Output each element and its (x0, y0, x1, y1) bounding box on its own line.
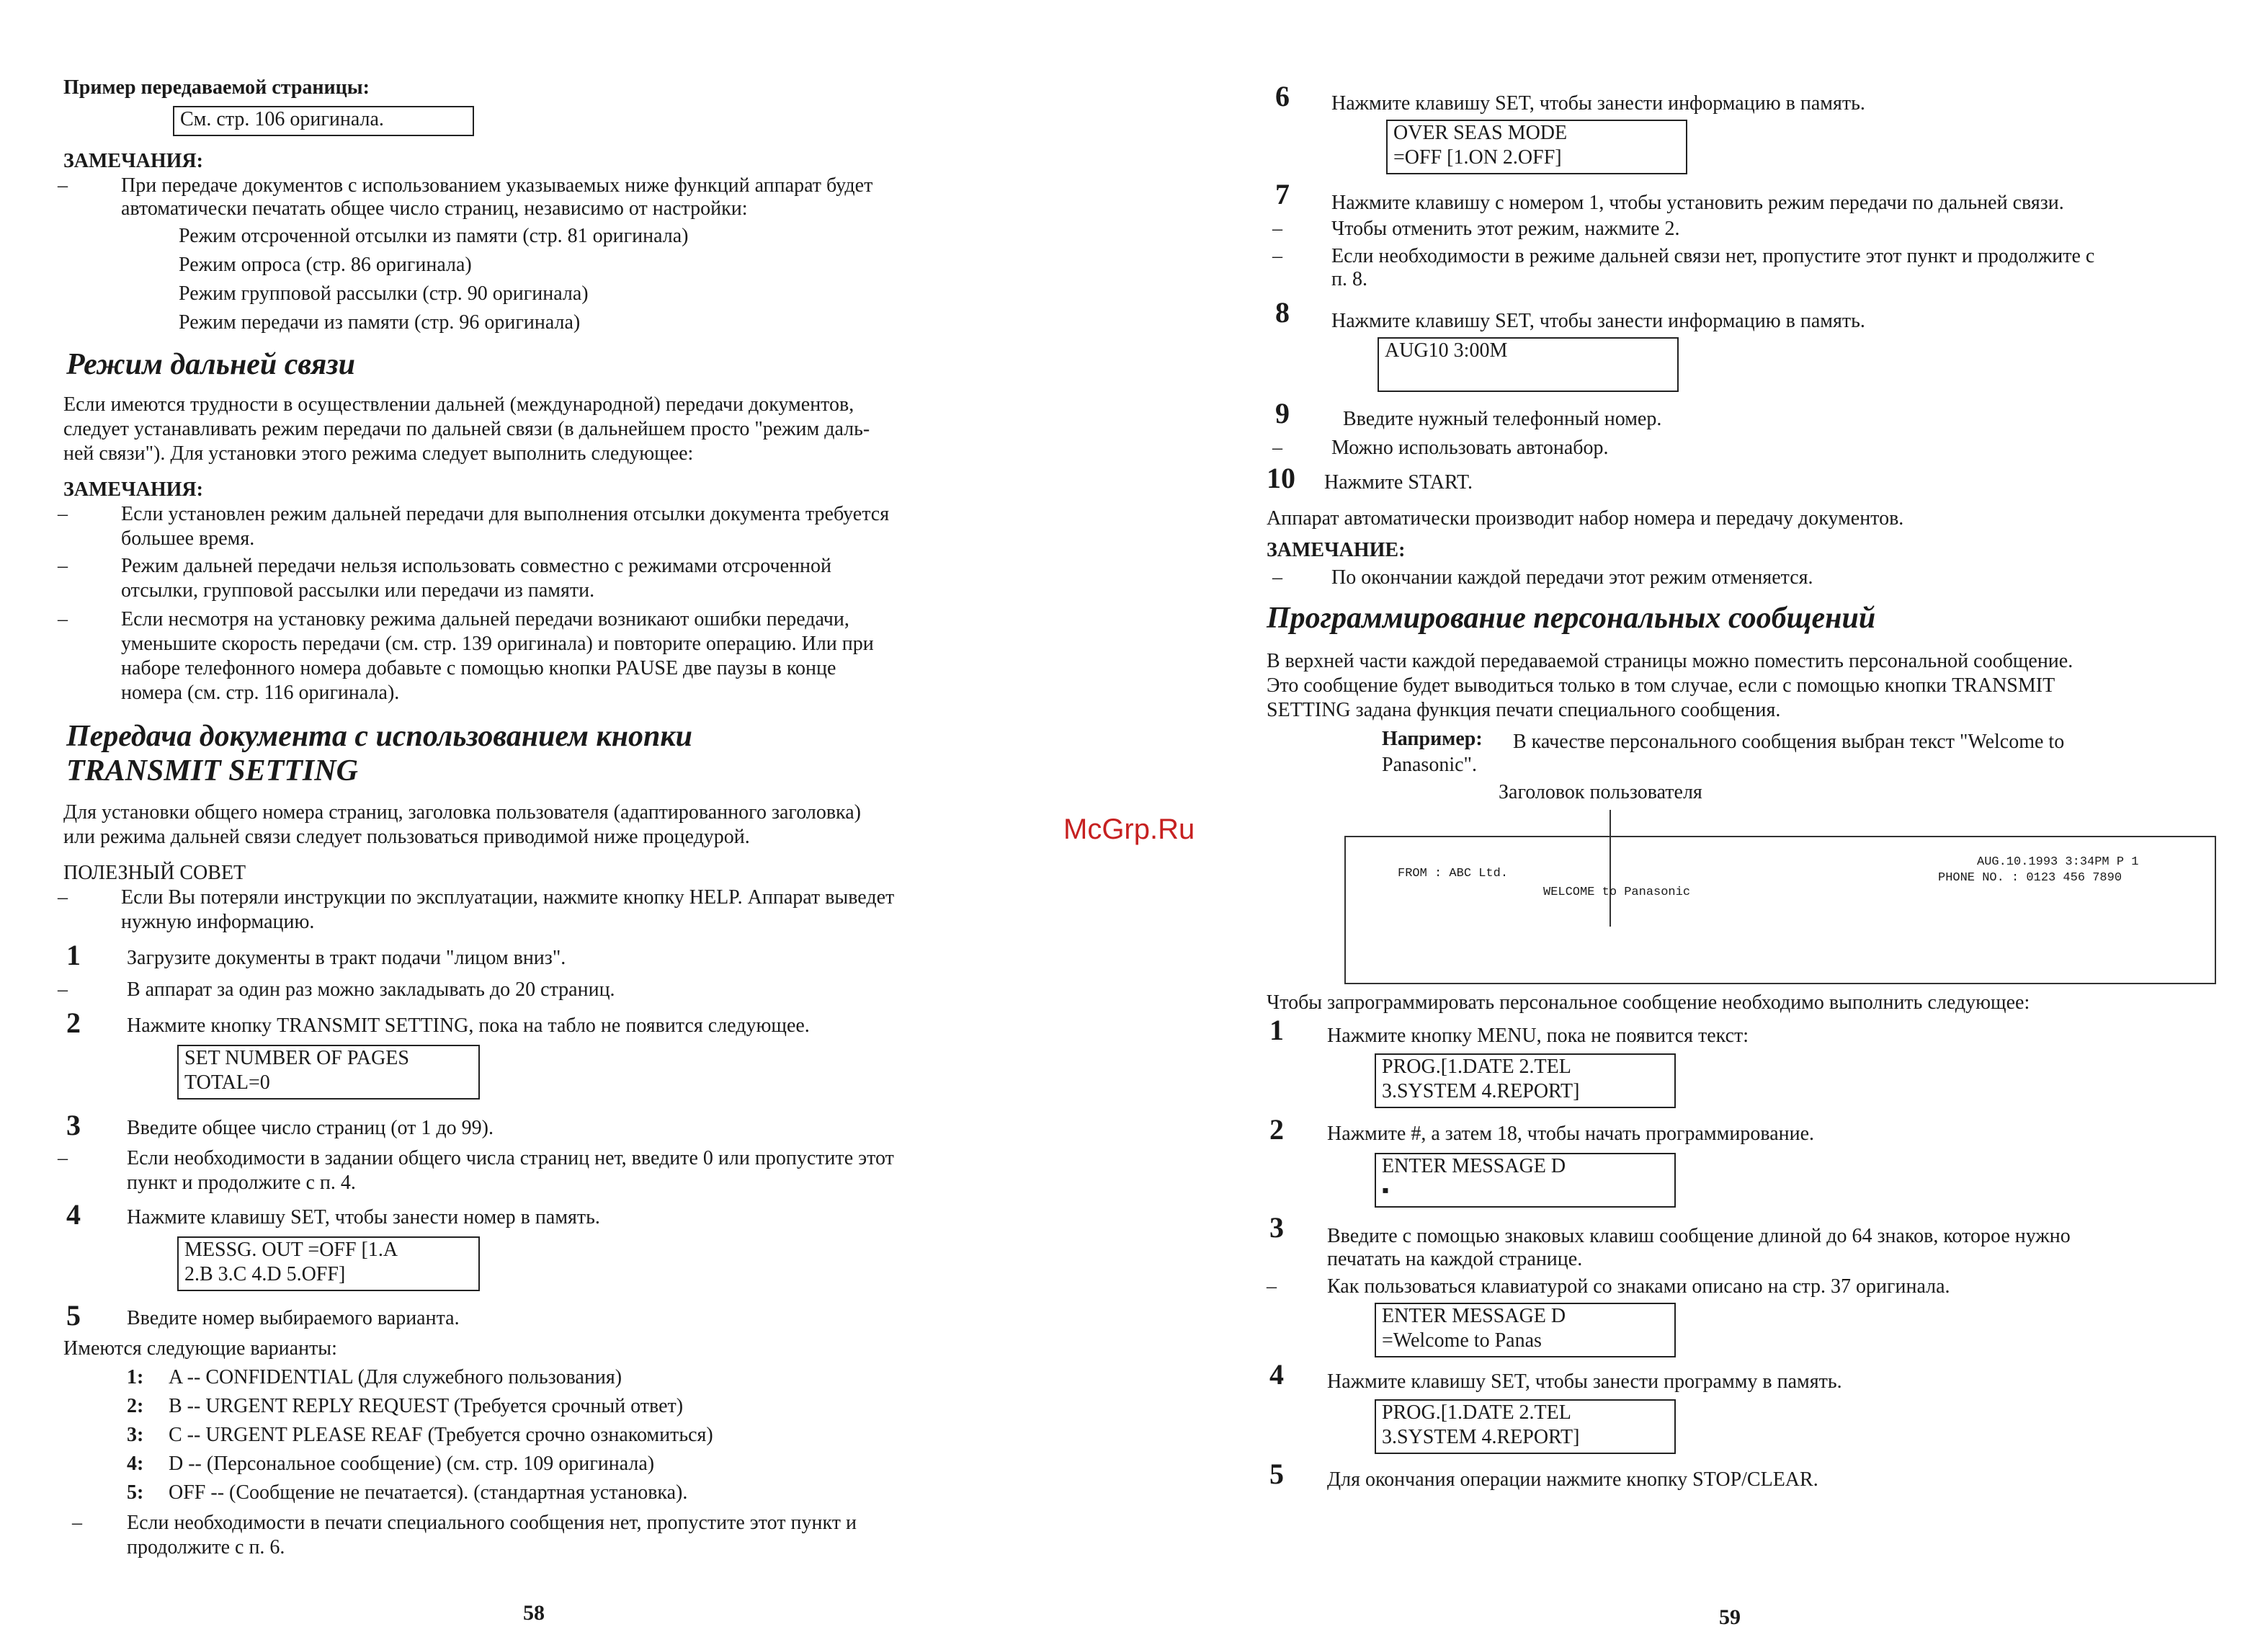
step-number: 7 (1275, 178, 1290, 210)
lcd-display (1375, 1303, 1676, 1357)
dash-bullet: – (58, 608, 68, 630)
dash-bullet: – (1272, 437, 1282, 459)
step-number: 4 (66, 1198, 81, 1231)
step-text: Загрузите документы в тракт подачи "лицом вниз". (127, 947, 566, 969)
step-note: Как пользоваться клавиатурой со знаками описано на стр. 37 оригинала. (1327, 1275, 1950, 1298)
note-text: наборе телефонного номера добавьте с помощью кнопки PAUSE две паузы в конце (121, 657, 836, 679)
example-box: См. стр. 106 оригинала. (173, 106, 474, 136)
list-item: Режим опроса (стр. 86 оригинала) (179, 254, 472, 276)
step-note: п. 8. (1331, 268, 1367, 290)
lcd-line: MESSG. OUT =OFF [1.A (184, 1239, 398, 1261)
dash-bullet: – (1272, 245, 1282, 267)
step-text: Нажмите клавишу SET, чтобы занести информацию в память. (1331, 310, 1865, 332)
note-text: номера (см. стр. 116 оригинала). (121, 682, 400, 704)
step-note: Если необходимости в печати специального сообщения нет, пропустите этот пункт и (127, 1512, 857, 1534)
step-number: 1 (1269, 1014, 1284, 1046)
lcd-display (177, 1236, 480, 1291)
step-text: Нажмите клавишу SET, чтобы занести номер в память. (127, 1206, 600, 1228)
dash-bullet: – (58, 503, 68, 525)
paragraph-line: Для установки общего номера страниц, заголовка пользователя (адаптированного заголовка) (63, 801, 861, 824)
lcd-line: PROG.[1.DATE 2.TEL (1382, 1401, 1571, 1424)
dash-bullet: – (1267, 1275, 1277, 1298)
step-number: 3 (66, 1109, 81, 1141)
list-item: Режим групповой рассылки (стр. 90 оригинала) (179, 282, 589, 305)
section-heading: Режим дальней связи (66, 348, 355, 381)
lcd-cursor: ▪ (1382, 1179, 1389, 1202)
step-text: Введите с помощью знаковых клавиш сообщение длиной до 64 знаков, которое нужно (1327, 1225, 2071, 1247)
step-text: Нажмите START. (1324, 471, 1473, 494)
lcd-display (177, 1045, 480, 1100)
step-note: В аппарат за один раз можно закладывать до 20 страниц. (127, 978, 615, 1001)
right-page (1134, 0, 2268, 1650)
dash-bullet: – (58, 555, 68, 577)
option-text: C -- URGENT PLEASE REAF (Требуется срочно ознакомиться) (169, 1424, 713, 1446)
step-number: 4 (1269, 1358, 1284, 1391)
page-number: 58 (523, 1601, 545, 1625)
lcd-line: =Welcome to Panas (1382, 1329, 1542, 1352)
lcd-display (1375, 1153, 1676, 1208)
fax-from: FROM : ABC Ltd. (1398, 867, 1509, 880)
dash-bullet: – (58, 174, 68, 197)
step-text: Введите нужный телефонный номер. (1343, 408, 1662, 430)
section-heading: Передача документа с использованием кнопки (66, 720, 693, 753)
option-number: 4: (127, 1453, 144, 1475)
step-number: 5 (1269, 1458, 1284, 1490)
paragraph-line: Это сообщение будет выводиться только в том случае, если с помощью кнопки TRANSMIT (1267, 674, 2055, 697)
dash-bullet: – (1272, 566, 1282, 589)
tip-text: Если Вы потеряли инструкции по эксплуатации, нажмите кнопку HELP. Аппарат выведет (121, 886, 895, 909)
lcd-line: ENTER MESSAGE D (1382, 1155, 1566, 1177)
option-number: 5: (127, 1481, 144, 1504)
step-text: Для окончания операции нажмите кнопку STOP/CLEAR. (1327, 1468, 1818, 1491)
dash-bullet: – (58, 978, 68, 1001)
lcd-line: 3.SYSTEM 4.REPORT] (1382, 1426, 1580, 1448)
notes-title: ЗАМЕЧАНИЯ: (63, 150, 203, 172)
step-text: печатать на каждой странице. (1327, 1248, 1583, 1270)
note-text: уменьшите скорость передачи (см. стр. 139 оригинала) и повторите операцию. Или при (121, 633, 874, 655)
list-item: Режим передачи из памяти (стр. 96 оригинала) (179, 311, 581, 334)
note-text: автоматически печатать общее число страниц, независимо от настройки: (121, 197, 748, 220)
paragraph-line: следует устанавливать режим передачи по дальней связи (в дальнейшем просто "режим даль- (63, 418, 870, 440)
tip-title: ПОЛЕЗНЫЙ СОВЕТ (63, 862, 246, 884)
lcd-line: OVER SEAS MODE (1393, 122, 1568, 144)
page-number: 59 (1719, 1605, 1741, 1629)
paragraph-line: ней связи"). Для установки этого режима следует выполнить следующее: (63, 442, 694, 465)
fax-welcome: WELCOME to Panasonic (1543, 886, 1691, 899)
paragraph-line: Если имеются трудности в осуществлении дальней (международной) передачи документов, (63, 393, 854, 416)
note-text: большее время. (121, 527, 255, 550)
notes-title: ЗАМЕЧАНИЯ: (63, 478, 203, 501)
step-text: Нажмите клавишу с номером 1, чтобы установить режим передачи по дальней связи. (1331, 192, 2064, 214)
step-text: Нажмите клавишу SET, чтобы занести программу в память. (1327, 1370, 1842, 1393)
step-note: Можно использовать автонабор. (1331, 437, 1609, 459)
options-intro: Имеются следующие варианты: (63, 1337, 337, 1360)
step-number: 5 (66, 1299, 81, 1332)
dash-bullet: – (58, 886, 68, 909)
step-number: 2 (1269, 1113, 1284, 1146)
fax-date: AUG.10.1993 3:34PM P 1 (1977, 855, 2139, 869)
note-text: Если несмотря на установку режима дальней передачи возникают ошибки передачи, (121, 608, 849, 630)
dash-bullet: – (1272, 218, 1282, 240)
dash-bullet: – (72, 1512, 82, 1534)
step-text: Введите номер выбираемого варианта. (127, 1307, 460, 1329)
paragraph-line: Чтобы запрограммировать персональное сообщение необходимо выполнить следующее: (1267, 991, 2030, 1014)
step-note: продолжите с п. 6. (127, 1536, 285, 1558)
note-text: При передаче документов с использованием указываемых ниже функций аппарат будет (121, 174, 873, 197)
note-text: По окончании каждой передачи этот режим отменяется. (1331, 566, 1813, 589)
lcd-display (1375, 1399, 1676, 1454)
paragraph-line: Аппарат автоматически производит набор номера и передачу документов. (1267, 507, 1904, 530)
option-text: OFF -- (Сообщение не печатается). (стандартная установка). (169, 1481, 688, 1504)
section-heading: Программирование персональных сообщений (1267, 602, 1876, 635)
lcd-display (1375, 1053, 1676, 1108)
lcd-line: 3.SYSTEM 4.REPORT] (1382, 1080, 1580, 1102)
step-note: Чтобы отменить этот режим, нажмите 2. (1331, 218, 1680, 240)
lcd-display (1386, 120, 1687, 174)
step-number: 10 (1267, 462, 1295, 494)
lcd-display (1378, 337, 1679, 392)
lcd-line: ENTER MESSAGE D (1382, 1305, 1566, 1327)
step-note: Если необходимости в режиме дальней связи нет, пропустите этот пункт и продолжите с (1331, 245, 2095, 267)
step-number: 2 (66, 1007, 81, 1039)
header-label: Заголовок пользователя (1499, 781, 1702, 803)
step-text: Введите общее число страниц (от 1 до 99). (127, 1117, 494, 1139)
step-text: Нажмите кнопку TRANSMIT SETTING, пока на табло не появится следующее. (127, 1014, 810, 1037)
tip-text: нужную информацию. (121, 911, 315, 933)
option-number: 1: (127, 1366, 144, 1388)
section-heading: TRANSMIT SETTING (66, 754, 358, 788)
option-text: A -- CONFIDENTIAL (Для служебного пользования) (169, 1366, 622, 1388)
lcd-line: AUG10 3:00M (1385, 339, 1508, 362)
list-item: Режим отсроченной отсылки из памяти (стр. 81 оригинала) (179, 225, 689, 247)
step-note: Если необходимости в задании общего числа страниц нет, введите 0 или пропустите этот (127, 1147, 894, 1169)
lcd-line: SET NUMBER OF PAGES (184, 1047, 409, 1069)
fax-phone: PHONE NO. : 0123 456 7890 (1938, 871, 2122, 885)
paragraph-line: SETTING задана функция печати специального сообщения. (1267, 699, 1781, 721)
note-text: Режим дальней передачи нельзя использовать совместно с режимами отсроченной (121, 555, 832, 577)
example-text: В качестве персонального сообщения выбран текст "Welcome to (1513, 731, 2065, 753)
note-text: отсылки, групповой рассылки или передачи из памяти. (121, 579, 595, 602)
paragraph-line: В верхней части каждой передаваемой страницы можно поместить персональной сообщение. (1267, 650, 2073, 672)
dash-bullet: – (58, 1147, 68, 1169)
example-text: Panasonic". (1382, 754, 1477, 776)
watermark: McGrp.Ru (1063, 813, 1195, 845)
example-label: Пример передаваемой страницы: (63, 76, 370, 99)
step-number: 9 (1275, 397, 1290, 429)
step-text: Нажмите кнопку MENU, пока не появится текст: (1327, 1025, 1749, 1047)
option-text: B -- URGENT REPLY REQUEST (Требуется срочный ответ) (169, 1395, 684, 1417)
step-number: 8 (1275, 296, 1290, 329)
step-number: 3 (1269, 1211, 1284, 1244)
step-text: Нажмите #, а затем 18, чтобы начать программирование. (1327, 1123, 1815, 1145)
lcd-line: TOTAL=0 (184, 1071, 270, 1094)
option-number: 3: (127, 1424, 144, 1446)
paragraph-line: или режима дальней связи следует пользоваться приводимой ниже процедурой. (63, 826, 750, 848)
option-text: D -- (Персональное сообщение) (см. стр. 109 оригинала) (169, 1453, 655, 1475)
step-number: 1 (66, 939, 81, 971)
lcd-line: PROG.[1.DATE 2.TEL (1382, 1056, 1571, 1078)
example-label: Например: (1382, 728, 1483, 750)
step-number: 6 (1275, 80, 1290, 112)
lcd-line: 2.B 3.C 4.D 5.OFF] (184, 1263, 346, 1285)
option-number: 2: (127, 1395, 144, 1417)
note-text: Если установлен режим дальней передачи для выполнения отсылки документа требуется (121, 503, 890, 525)
step-text: Нажмите клавишу SET, чтобы занести информацию в память. (1331, 92, 1865, 115)
notes-title: ЗАМЕЧАНИЕ: (1267, 539, 1406, 561)
step-note: пункт и продолжите с п. 4. (127, 1172, 356, 1194)
lcd-line: =OFF [1.ON 2.OFF] (1393, 146, 1562, 169)
